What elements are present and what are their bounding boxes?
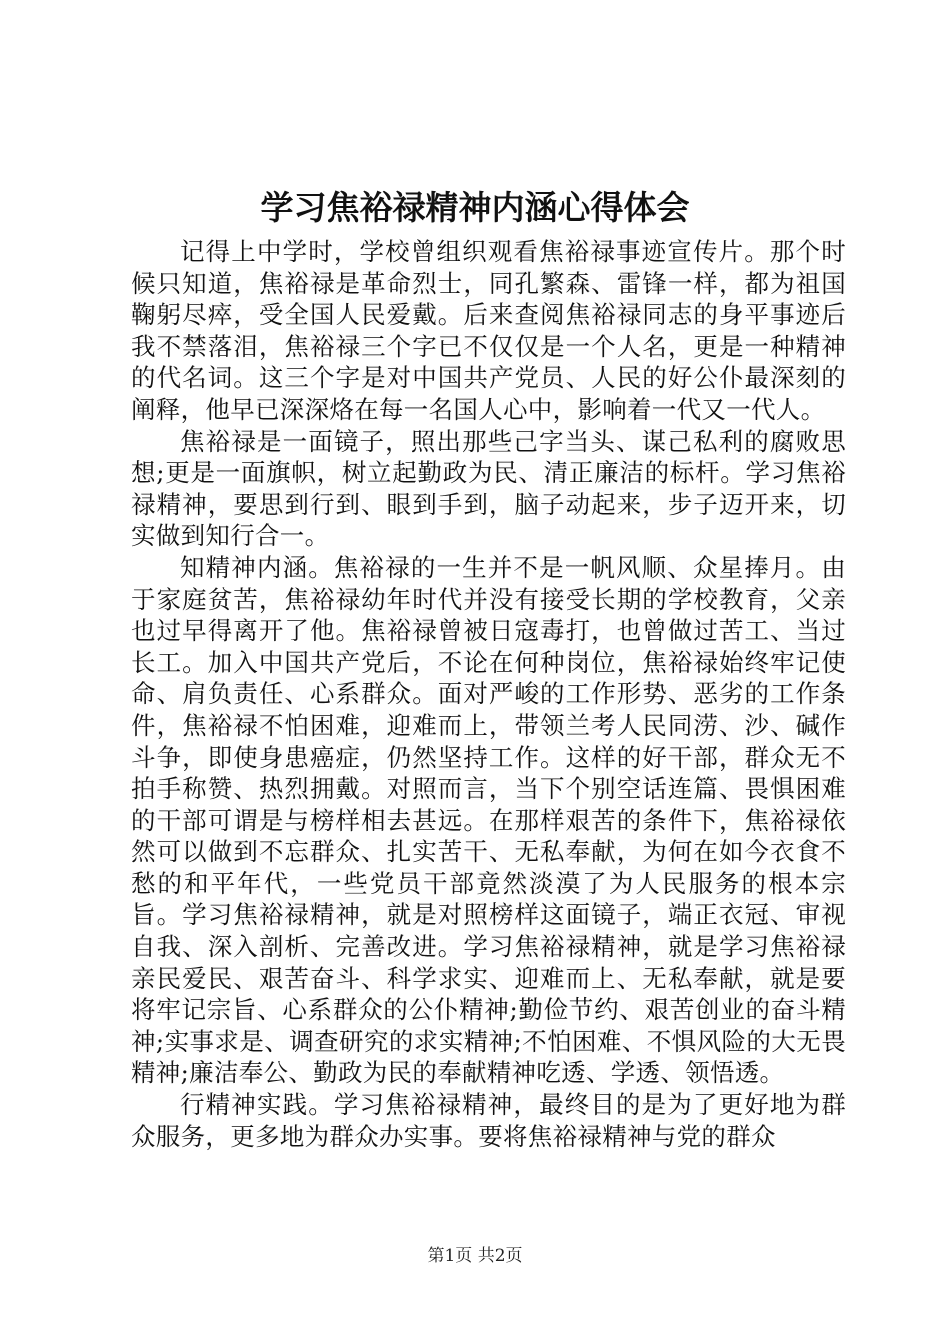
paragraph: 行精神实践。学习焦裕禄精神，最终目的是为了更好地为群众服务，更多地为群众办实事。要将焦裕禄精神与党的群众 [131, 1090, 846, 1151]
document-title: 学习焦裕禄精神内涵心得体会 [260, 188, 690, 227]
paragraph: 知精神内涵。焦裕禄的一生并不是一帆风顺、众星捧月。由于家庭贫苦，焦裕禄幼年时代并没有接受长期的学校教育，父亲也过早得离开了他。焦裕禄曾被日寇毒打，也曾做过苦工、当过长工。加入中国共产党后，不论在何种岗位，焦裕禄始终牢记使命、肩负责任、心系群众。面对严峻的工作形势、恶劣的工作条件，焦裕禄不怕困难，迎难而上，带领兰考人民同涝、沙、碱作斗争，即使身患癌症，仍然坚持工作。这样的好干部，群众无不拍手称赞、热烈拥戴。对照而言，当下个别空话连篇、畏惧困难的干部可谓是与榜样相去甚远。在那样艰苦的条件下，焦裕禄依然可以做到不忘群众、扎实苦干、无私奉献，为何在如今衣食不愁的和平年代，一些党员干部竟然淡漠了为人民服务的根本宗旨。学习焦裕禄精神，就是对照榜样这面镜子，端正衣冠、审视自我、深入剖析、完善改进。学习焦裕禄精神，就是学习焦裕禄亲民爱民、艰苦奋斗、科学求实、迎难而上、无私奉献，就是要将牢记宗旨、心系群众的公仆精神;勤俭节约、艰苦创业的奋斗精神;实事求是、调查研究的求实精神;不怕困难、不惧风险的大无畏精神;廉洁奉公、勤政为民的奉献精神吃透、学透、领悟透。 [131, 552, 846, 1088]
document-body [131, 236, 846, 1152]
page-number-footer: 第1页 共2页 [427, 1246, 523, 1266]
paragraph: 记得上中学时，学校曾组织观看焦裕禄事迹宣传片。那个时候只知道，焦裕禄是革命烈士，同孔繁森、雷锋一样，都为祖国鞠躬尽瘁，受全国人民爱戴。后来查阅焦裕禄同志的身平事迹后我不禁落泪，焦裕禄三个字已不仅仅是一个人名，更是一种精神的代名词。这三个字是对中国共产党员、人民的好公仆最深刻的阐释，他早已深深烙在每一名国人心中，影响着一代又一代人。 [131, 237, 846, 424]
paragraph: 焦裕禄是一面镜子，照出那些己字当头、谋己私利的腐败思想;更是一面旗帜，树立起勤政为民、清正廉洁的标杆。学习焦裕禄精神，要思到行到、眼到手到，脑子动起来，步子迈开来，切实做到知行合一。 [131, 426, 846, 551]
